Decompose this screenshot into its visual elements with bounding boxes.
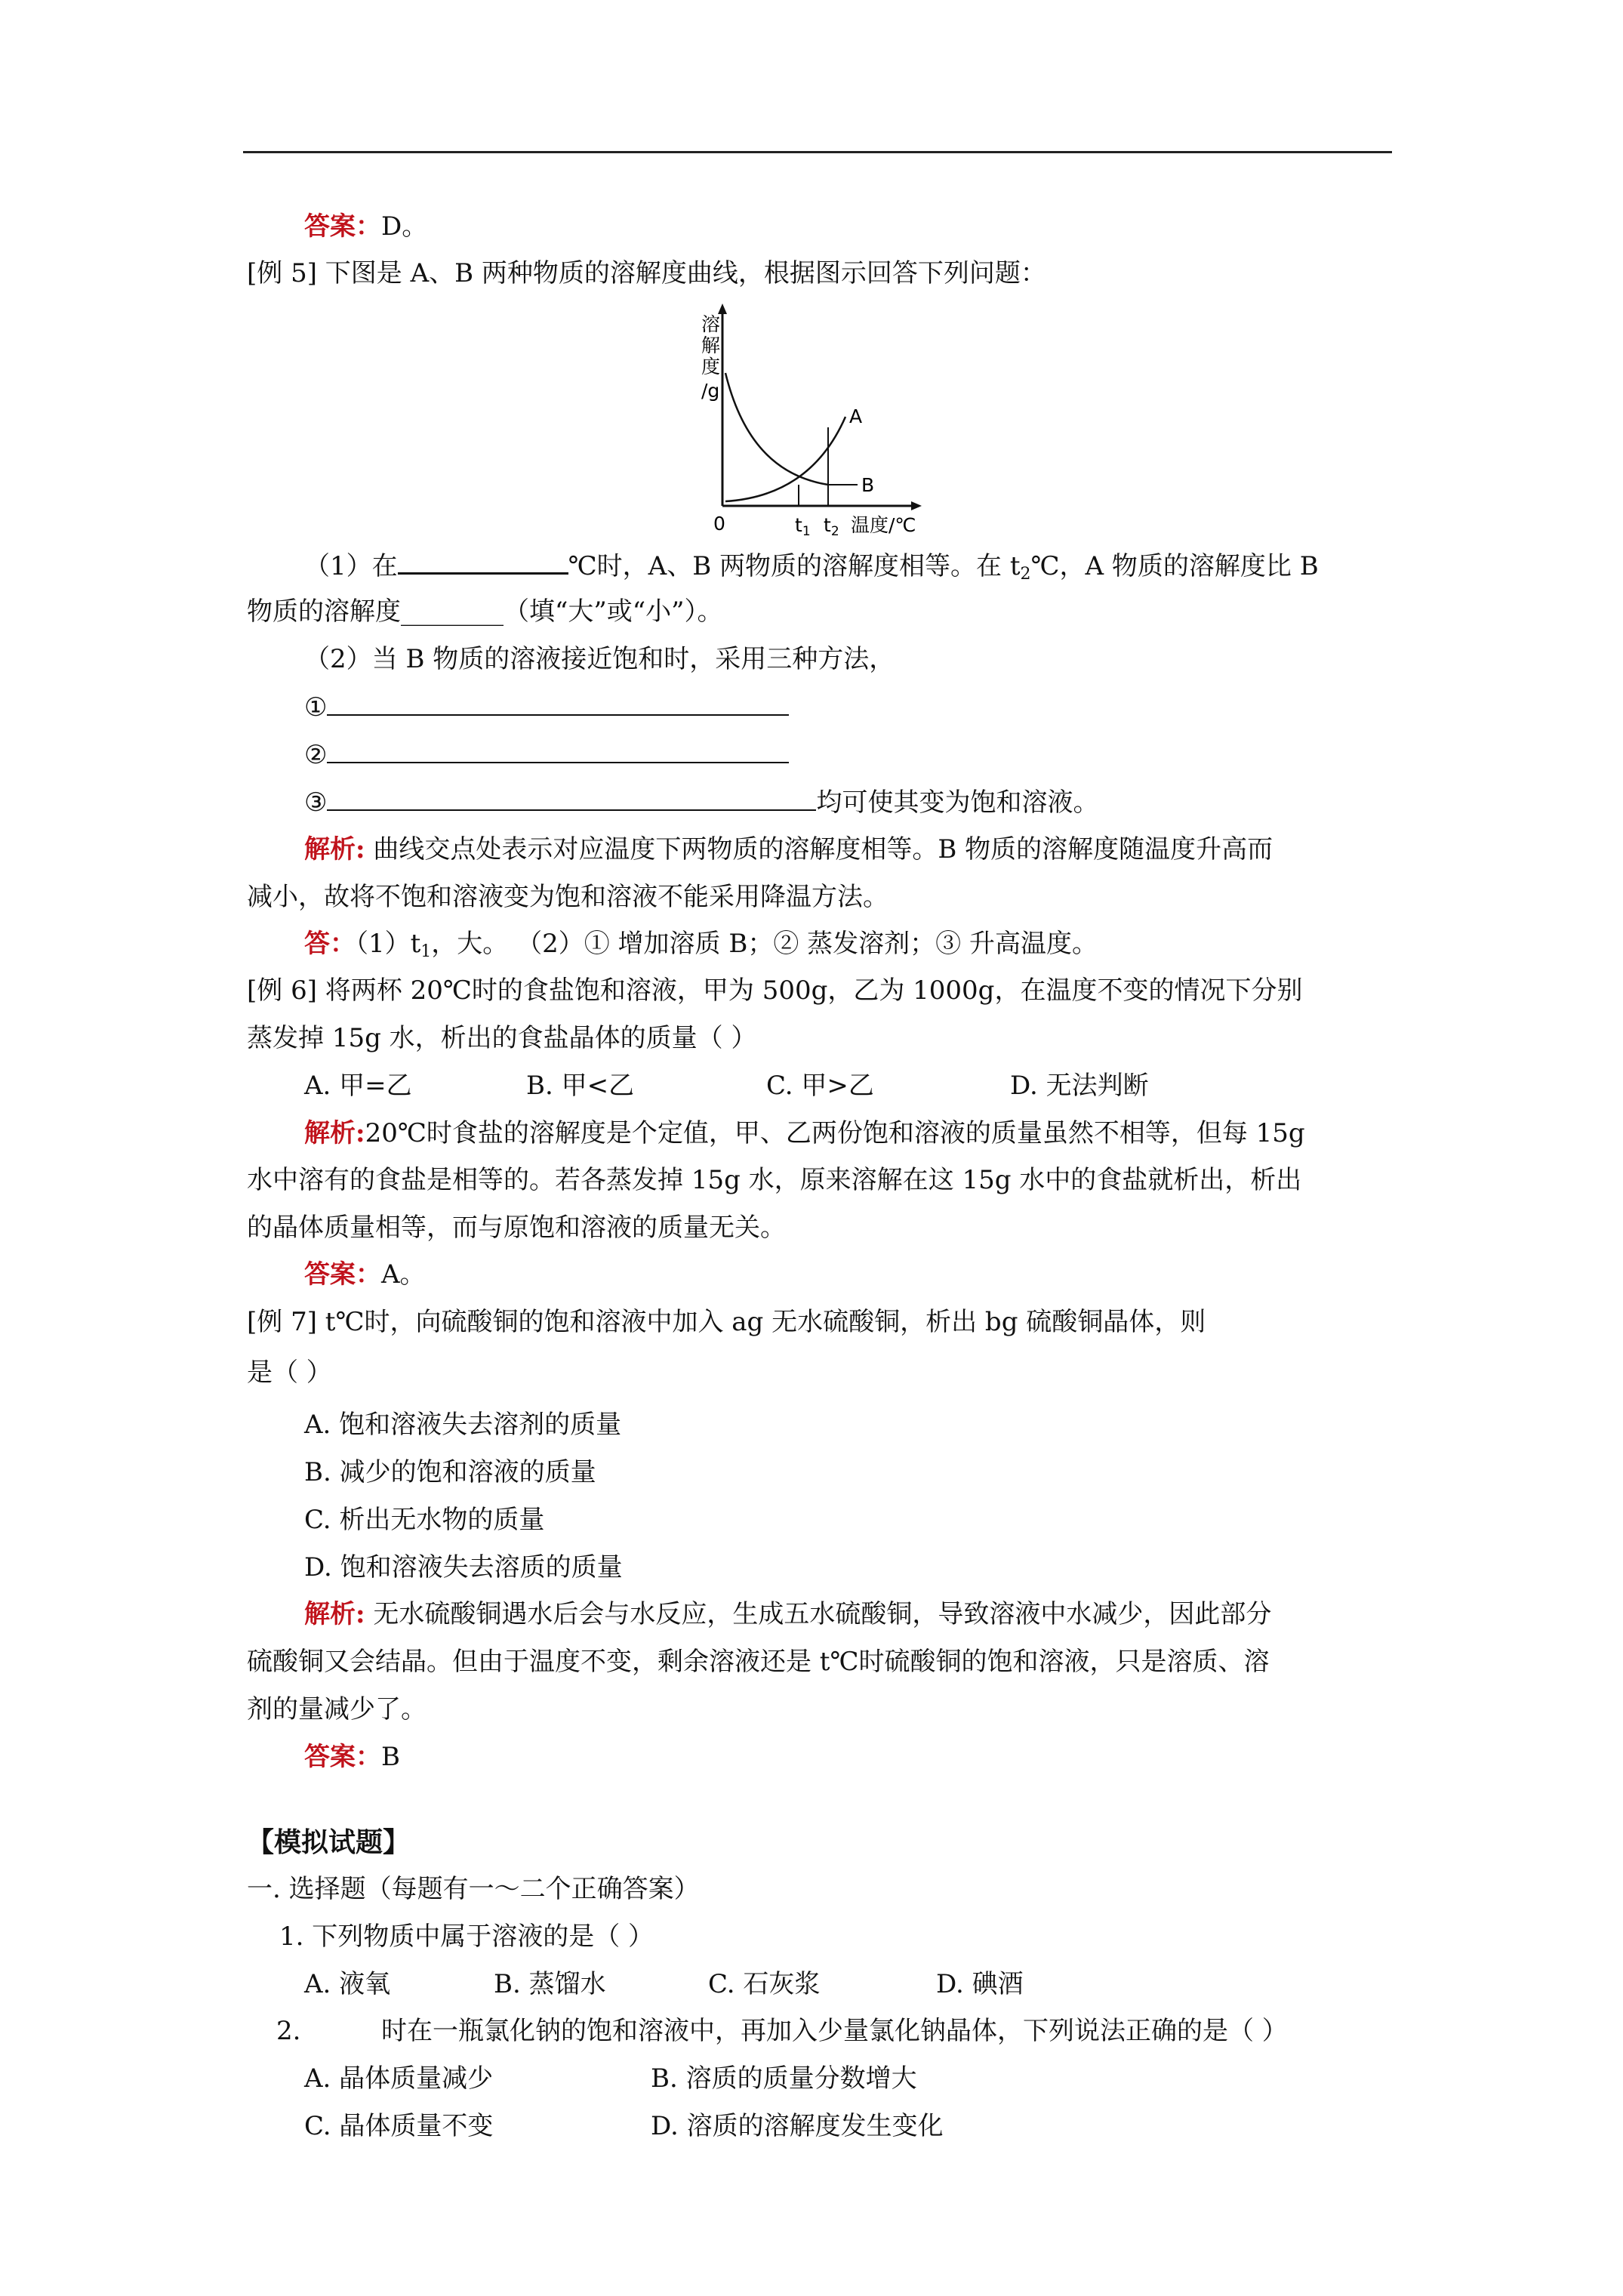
origin-label: 0 (713, 513, 725, 535)
x-axis-label: 温度/℃ (851, 514, 916, 536)
y-axis-label-3: 度 (701, 356, 721, 378)
mock-q2-option-d: D. 溶质的溶解度发生变化 (651, 2111, 944, 2141)
blank-line (327, 785, 816, 811)
analysis-label: 解析: (304, 1118, 365, 1148)
ex6-analysis-3: 的晶体质量相等，而与原饱和溶液的质量无关。 (247, 1213, 786, 1243)
ex6-analysis-1: 解析:20℃时食盐的溶解度是个定值，甲、乙两份饱和溶液的质量虽然不相等，但每 15g (304, 1118, 1305, 1148)
ex7-answer: 答案：B (304, 1742, 400, 1772)
x-tick-t1: $t_1$ (795, 514, 811, 539)
ex6-heading-1: [例 6] 将两杯 20℃时的食盐饱和溶液，甲为 500g，乙为 1000g，在温度不变的情况下分别 (247, 975, 1303, 1006)
mock-title: 【模拟试题】 (247, 1826, 411, 1858)
mock-q2-number: 2. (276, 2016, 301, 2046)
ex5-q2: （2）当 B 物质的溶液接近饱和时，采用三种方法， (304, 644, 895, 674)
mock-q2-option-c: C. 晶体质量不变 (304, 2111, 494, 2141)
y-axis-label-1: 溶 (701, 313, 721, 335)
y-axis-label-4: /g (701, 380, 720, 402)
x-axis-arrow (911, 501, 922, 510)
ex7-analysis-2: 硫酸铜又会结晶。但由于温度不变，剩余溶液还是 t℃时硫酸铜的饱和溶液，只是溶质、溶 (247, 1647, 1270, 1677)
ex6-option-a: A. 甲=乙 (304, 1071, 412, 1101)
blank-line (327, 690, 789, 716)
mock-q1-option-d: D. 碘酒 (936, 1969, 1024, 1999)
blank-line (327, 738, 789, 763)
ex5-answer: 答：$(1)t_1$，大。 （2）① 增加溶质 B；② 蒸发溶剂；③ 升高温度。 (304, 929, 1098, 961)
ex7-heading-1: [例 7] t℃时，向硫酸铜的饱和溶液中加入 ag 无水硫酸铜，析出 bg 硫酸铜晶体，则 (247, 1307, 1206, 1337)
y-axis-arrow (718, 304, 727, 314)
analysis-label: 解析: (304, 834, 365, 864)
answer-label: 答案： (304, 211, 381, 242)
mock-q2-option-b: B. 溶质的质量分数增大 (651, 2063, 917, 2094)
ex6-heading-2: 蒸发掉 15g 水，析出的食盐晶体的质量（ ） (247, 1023, 757, 1053)
ex6-analysis-2: 水中溶有的食盐是相等的。若各蒸发掉 15g 水，原来溶解在这 15g 水中的食盐就析出，析出 (247, 1165, 1302, 1195)
answer-label: 答案： (304, 1742, 381, 1772)
series-a-label: A (849, 405, 863, 427)
mock-q1-option-c: C. 石灰浆 (708, 1969, 821, 1999)
header-rule (243, 151, 1392, 153)
mock-q1-option-a: A. 液氧 (304, 1969, 391, 1999)
mock-q1: 1. 下列物质中属于溶液的是（ ） (279, 1922, 654, 1952)
series-b-label: B (861, 474, 875, 496)
answer-label: 答： (304, 929, 356, 959)
blank-line (398, 548, 568, 575)
ex5-analysis-1: 解析: 曲线交点处表示对应温度下两物质的溶解度相等。B 物质的溶解度随温度升高而 (304, 834, 1273, 864)
ex6-option-c: C. 甲>乙 (766, 1071, 874, 1101)
ex7-option-b: B. 减少的饱和溶液的质量 (304, 1457, 596, 1487)
y-axis-label-2: 解 (701, 334, 721, 356)
ex6-option-b: B. 甲<乙 (526, 1071, 635, 1101)
ex7-analysis-3: 剂的量减少了。 (247, 1694, 427, 1724)
analysis-label: 解析: (304, 1599, 365, 1629)
answer-label: 答案： (304, 1259, 381, 1290)
mock-q2: 时在一瓶氯化钠的饱和溶液中，再加入少量氯化钠晶体，下列说法正确的是（ ） (381, 2016, 1288, 2046)
ex7-analysis-1: 解析: 无水硫酸铜遇水后会与水反应，生成五水硫酸铜，导致溶液中水减少，因此部分 (304, 1599, 1272, 1629)
ex5-analysis-2: 减小，故将不饱和溶液变为饱和溶液不能采用降温方法。 (247, 882, 888, 912)
ex7-heading-2: 是（ ） (247, 1358, 332, 1388)
ex5-q1-line2: 物质的溶解度________（填“大”或“小”）。 (247, 596, 723, 627)
mock-q2-option-a: A. 晶体质量减少 (304, 2063, 494, 2094)
mock-q1-option-b: B. 蒸馏水 (494, 1969, 606, 1999)
solubility-chart (701, 304, 955, 545)
ex5-method-2: ② (304, 738, 789, 772)
x-tick-t2: $t_2$ (824, 514, 839, 539)
ex5-q1-line1: （1）在 ℃时，A、B 两物质的溶解度相等。在 $t_2℃$，A 物质的溶解度比 B (304, 548, 1319, 583)
mock-section: 一. 选择题（每题有一～二个正确答案） (247, 1874, 700, 1904)
ex4-answer (304, 210, 427, 243)
ex6-option-d: D. 无法判断 (1010, 1071, 1149, 1101)
ex7-option-c: C. 析出无水物的质量 (304, 1505, 545, 1535)
series-b-curve (725, 373, 828, 485)
ex5-method-3: ③ 均可使其变为饱和溶液。 (304, 785, 1098, 819)
ex5-heading: [例 5] 下图是 A、B 两种物质的溶解度曲线，根据图示回答下列问题： (247, 258, 1046, 288)
ex7-option-d: D. 饱和溶液失去溶质的质量 (304, 1552, 623, 1583)
ex7-option-a: A. 饱和溶液失去溶剂的质量 (304, 1410, 622, 1440)
ex5-method-1: ① (304, 690, 789, 724)
answer-text: D。 (381, 211, 428, 242)
ex6-answer: 答案：A。 (304, 1259, 426, 1290)
